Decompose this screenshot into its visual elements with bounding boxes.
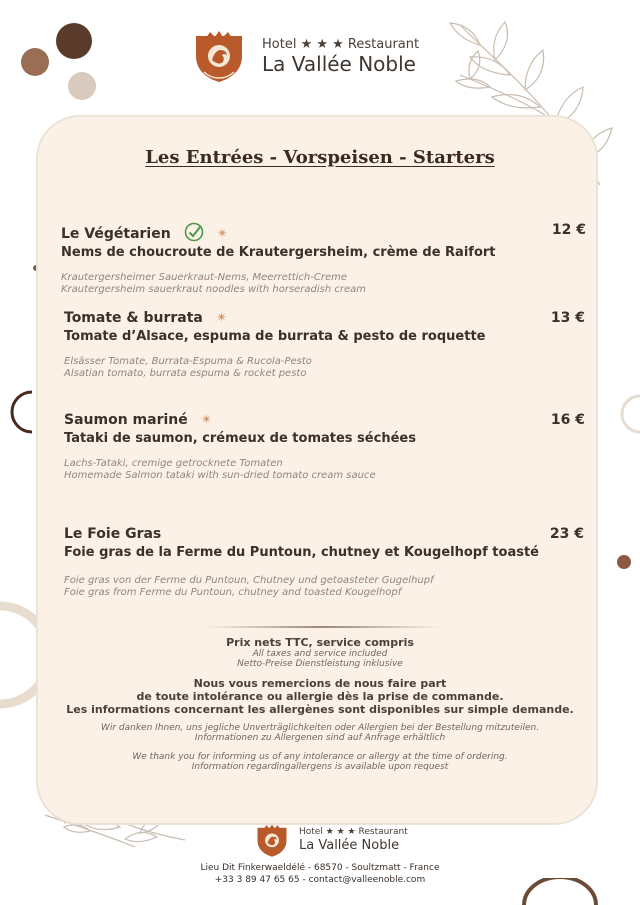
allergy-de-line-1: Wir danken Ihnen, uns jegliche Unverträglichkeiten oder Allergien bei der Bestellung mitzuteilen. (100, 723, 540, 733)
dish-name: Le Végétarien (61, 226, 171, 242)
dish-translation-en: Homemade Salmon tataki with sun-dried tomato cream sauce (64, 470, 376, 481)
dish-item (64, 526, 584, 599)
hotel-stars-line: Hotel ★ ★ ★ Restaurant (262, 37, 420, 52)
dish-description: Nems de choucroute de Krautergersheim, crème de Raifort (61, 245, 496, 260)
footer-phone-email[interactable]: +33 3 89 47 65 65 - contact@valleenoble.com (214, 875, 426, 885)
section-divider (205, 626, 440, 628)
chef-star-icon: ✴ (216, 226, 229, 242)
dish-item (64, 412, 585, 482)
dish-price: 23 € (549, 526, 584, 542)
dish-description: Tomate d’Alsace, espuma de burrata & pesto de roquette (64, 329, 486, 344)
footer-hotel-stars-line: Hotel ★ ★ ★ Restaurant (299, 827, 408, 837)
allergy-line-1: Nous vous remercions de nous faire part (193, 677, 447, 690)
allergy-notes-de (40, 723, 600, 743)
allergy-notes-fr (40, 677, 600, 716)
decor-dot-brown (21, 48, 49, 76)
chef-star-icon: ✴ (200, 412, 213, 428)
dish-translation-en: Foie gras from Ferme du Puntoun, chutney and toasted Kougelhopf (64, 587, 402, 598)
dish-price: 16 € (550, 412, 585, 428)
allergy-de-line-2: Informationen zu Allergenen sind auf Anfrage erhältlich (194, 733, 446, 743)
dish-translation-de: Krautergersheimer Sauerkraut-Nems, Meerrettich-Creme (61, 272, 348, 283)
dish-description: Tataki de saumon, crémeux de tomates séchées (64, 431, 416, 446)
dish-price: 13 € (550, 310, 585, 326)
check-circle-icon (184, 222, 204, 242)
page-title: Les Entrées - Vorspeisen - Starters (145, 147, 495, 168)
allergy-line-2: de toute intolérance ou allergie dès la prise de commande. (136, 690, 504, 703)
footer-address: Lieu Dit Finkerwaeldélé - 68570 - Soultzmatt - France (200, 863, 440, 873)
dish-item (61, 222, 586, 296)
dish-translation-de: Lachs-Tataki, cremige getrocknete Tomaten (64, 458, 283, 469)
dish-price: 12 € (551, 222, 586, 238)
dish-name: Le Foie Gras (64, 526, 162, 542)
chef-star-icon: ✴ (215, 310, 228, 326)
footer-hotel-name: La Vallée Noble (299, 838, 400, 853)
dish-translation-de: Foie gras von der Ferme du Puntoun, Chutney und getoasteter Gugelhupf (64, 575, 434, 586)
footer-logo (255, 824, 415, 858)
dish-translation-en: Krautergersheim sauerkraut noodles with horseradish cream (61, 284, 367, 295)
dish-translation-de: Elsässer Tomate, Burrata-Espuma & Rucola-Pesto (64, 356, 312, 367)
header-logo (192, 30, 452, 84)
decor-ring-left-dark (0, 388, 40, 436)
price-notes (40, 636, 600, 669)
allergy-notes-en (40, 752, 600, 772)
decor-ring-right-light (616, 394, 640, 434)
dish-name: Saumon mariné (64, 412, 188, 428)
hotel-name: La Vallée Noble (262, 52, 416, 76)
lion-crest-icon (255, 824, 289, 858)
footer-contact (0, 862, 640, 886)
dish-translation-en: Alsatian tomato, burrata espuma & rocket pesto (64, 368, 307, 379)
decor-dot-small-right (617, 555, 631, 569)
decor-dot-dark (56, 23, 92, 59)
allergy-en-line-1: We thank you for informing us of any intolerance or allergy at the time of ordering. (132, 752, 508, 762)
prices-note-fr: Prix nets TTC, service compris (226, 636, 414, 649)
allergy-line-3: Les informations concernant les allergènes sont disponibles sur simple demande. (66, 703, 574, 716)
dish-item (64, 310, 585, 380)
lion-crest-icon (192, 30, 246, 84)
allergy-en-line-2: Information regardingallergens is available upon request (191, 762, 449, 772)
dish-name: Tomate & burrata (64, 310, 203, 326)
dish-description: Foie gras de la Ferme du Puntoun, chutney et Kougelhopf toasté (64, 545, 539, 560)
prices-note-en: All taxes and service included (252, 649, 388, 659)
prices-note-de: Netto-Preise Dienstleistung inklusive (237, 659, 403, 669)
decor-dot-beige (68, 72, 96, 100)
